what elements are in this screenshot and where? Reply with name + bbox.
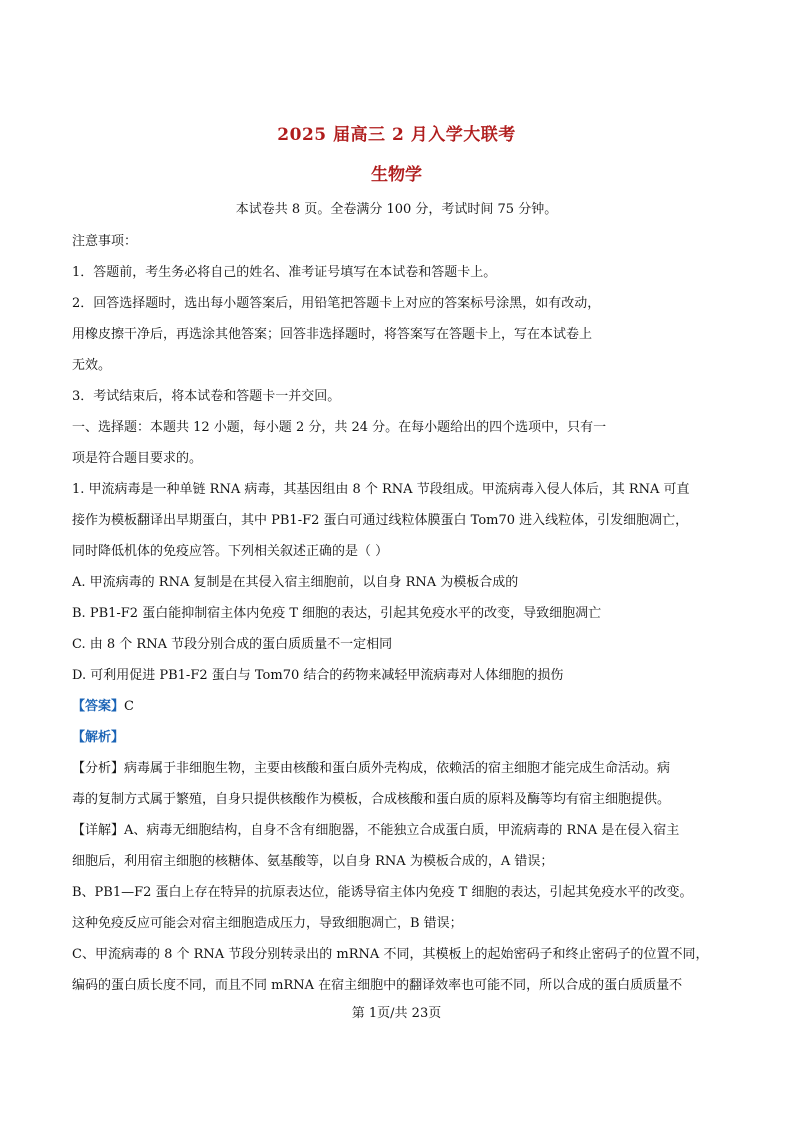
notes-item-2-line-2: 用橡皮擦干净后，再选涂其他答案；回答非选择题时，将答案写在答题卡上，写在本试卷上 bbox=[72, 327, 593, 342]
fenxi-line-1 bbox=[72, 761, 732, 777]
analysis-heading bbox=[72, 730, 732, 746]
section-heading-line-2: 项是符合题目要求的。 bbox=[72, 451, 203, 466]
xiangjie-a-line-2: 细胞后，利用宿主细胞的核糖体、氨基酸等，以自身 RNA 为模板合成的，A 错误； bbox=[72, 854, 554, 869]
question-1-stem-line-3: 同时降低机体的免疫应答。下列相关叙述正确的是（ ） bbox=[72, 544, 389, 559]
exam-title: 2025 届高三 2 月入学大联考 bbox=[277, 125, 516, 145]
exam-intro: 本试卷共 8 页。全卷满分 100 分，考试时间 75 分钟。 bbox=[235, 202, 558, 217]
xiangjie-c-line-1: C、甲流病毒的 8 个 RNA 节段分别转录出的 mRNA 不同，其模板上的起始密码子和终止密码子的位置不同， bbox=[72, 947, 709, 962]
xiangjie-b-line-2: 这种免疫反应可能会对宿主细胞造成压力，导致细胞凋亡，B 错误； bbox=[72, 916, 463, 931]
notes-item-1: 1．答题前，考生务必将自己的姓名、准考证号填写在本试卷和答题卡上。 bbox=[72, 265, 497, 280]
question-1-stem-line-1: 1. 甲流病毒是一种单链 RNA 病毒，其基因组由 8 个 RNA 节段组成。甲流病毒入侵人体后，其 RNA 可直 bbox=[72, 482, 690, 497]
fenxi-text-1: 病毒属于非细胞生物，主要由核酸和蛋白质外壳构成，依赖活的宿主细胞才能完成生命活动。病 bbox=[124, 761, 671, 776]
page-footer: 第 1页/共 23页 bbox=[351, 1006, 442, 1021]
section-heading-line-1: 一、选择题：本题共 12 小题，每小题 2 分，共 24 分。在每小题给出的四个选项中，只有一 bbox=[72, 420, 607, 435]
answer-value: C bbox=[124, 699, 134, 714]
xiangjie-c-line-2: 编码的蛋白质长度不同，而且不同 mRNA 在宿主细胞中的翻译效率也可能不同，所以合成的蛋白质质量不 bbox=[72, 978, 683, 993]
question-1-stem-line-2: 接作为模板翻译出早期蛋白，其中 PB1-F2 蛋白可通过线粒体膜蛋白 Tom70 进入线粒体，引发细胞凋亡， bbox=[72, 513, 689, 528]
xiangjie-b-line-1: B、PB1—F2 蛋白上存在特异的抗原表达位，能诱导宿主体内免疫 T 细胞的表达，引起其免疫水平的改变。 bbox=[72, 885, 693, 900]
subject-title: 生物学 bbox=[371, 165, 422, 185]
xiangjie-tag: 【详解】 bbox=[72, 823, 125, 838]
question-1-option-a: A. 甲流病毒的 RNA 复制是在其侵入宿主细胞前，以自身 RNA 为模板合成的 bbox=[72, 575, 519, 590]
notes-heading: 注意事项： bbox=[72, 234, 138, 249]
fenxi-tag: 【分析】 bbox=[72, 761, 125, 776]
analysis-tag: 【解析】 bbox=[72, 730, 125, 745]
fenxi-line-2: 毒的复制方式属于繁殖，自身只提供核酸作为模板，合成核酸和蛋白质的原料及酶等均有宿主细胞提供。 bbox=[72, 792, 671, 807]
notes-item-3: 3．考试结束后，将本试卷和答题卡一并交回。 bbox=[72, 389, 341, 404]
question-1-option-d: D. 可利用促进 PB1-F2 蛋白与 Tom70 结合的药物来减轻甲流病毒对人体细胞的损伤 bbox=[72, 668, 564, 683]
question-1-option-b: B. PB1-F2 蛋白能抑制宿主体内免疫 T 细胞的表达，引起其免疫水平的改变，导致细胞凋亡 bbox=[72, 606, 602, 621]
answer-line bbox=[72, 699, 732, 715]
answer-tag: 【答案】 bbox=[72, 699, 125, 714]
xiangjie-line-1 bbox=[72, 823, 732, 839]
xiangjie-a-text-1: A、病毒无细胞结构，自身不含有细胞器，不能独立合成蛋白质，甲流病毒的 RNA 是在侵入宿主 bbox=[124, 823, 680, 838]
question-1-option-c: C. 由 8 个 RNA 节段分别合成的蛋白质质量不一定相同 bbox=[72, 637, 393, 652]
notes-item-2-line-3: 无效。 bbox=[72, 358, 112, 373]
notes-item-2-line-1: 2．回答选择题时，选出每小题答案后，用铅笔把答题卡上对应的答案标号涂黑，如有改动， bbox=[72, 296, 601, 311]
